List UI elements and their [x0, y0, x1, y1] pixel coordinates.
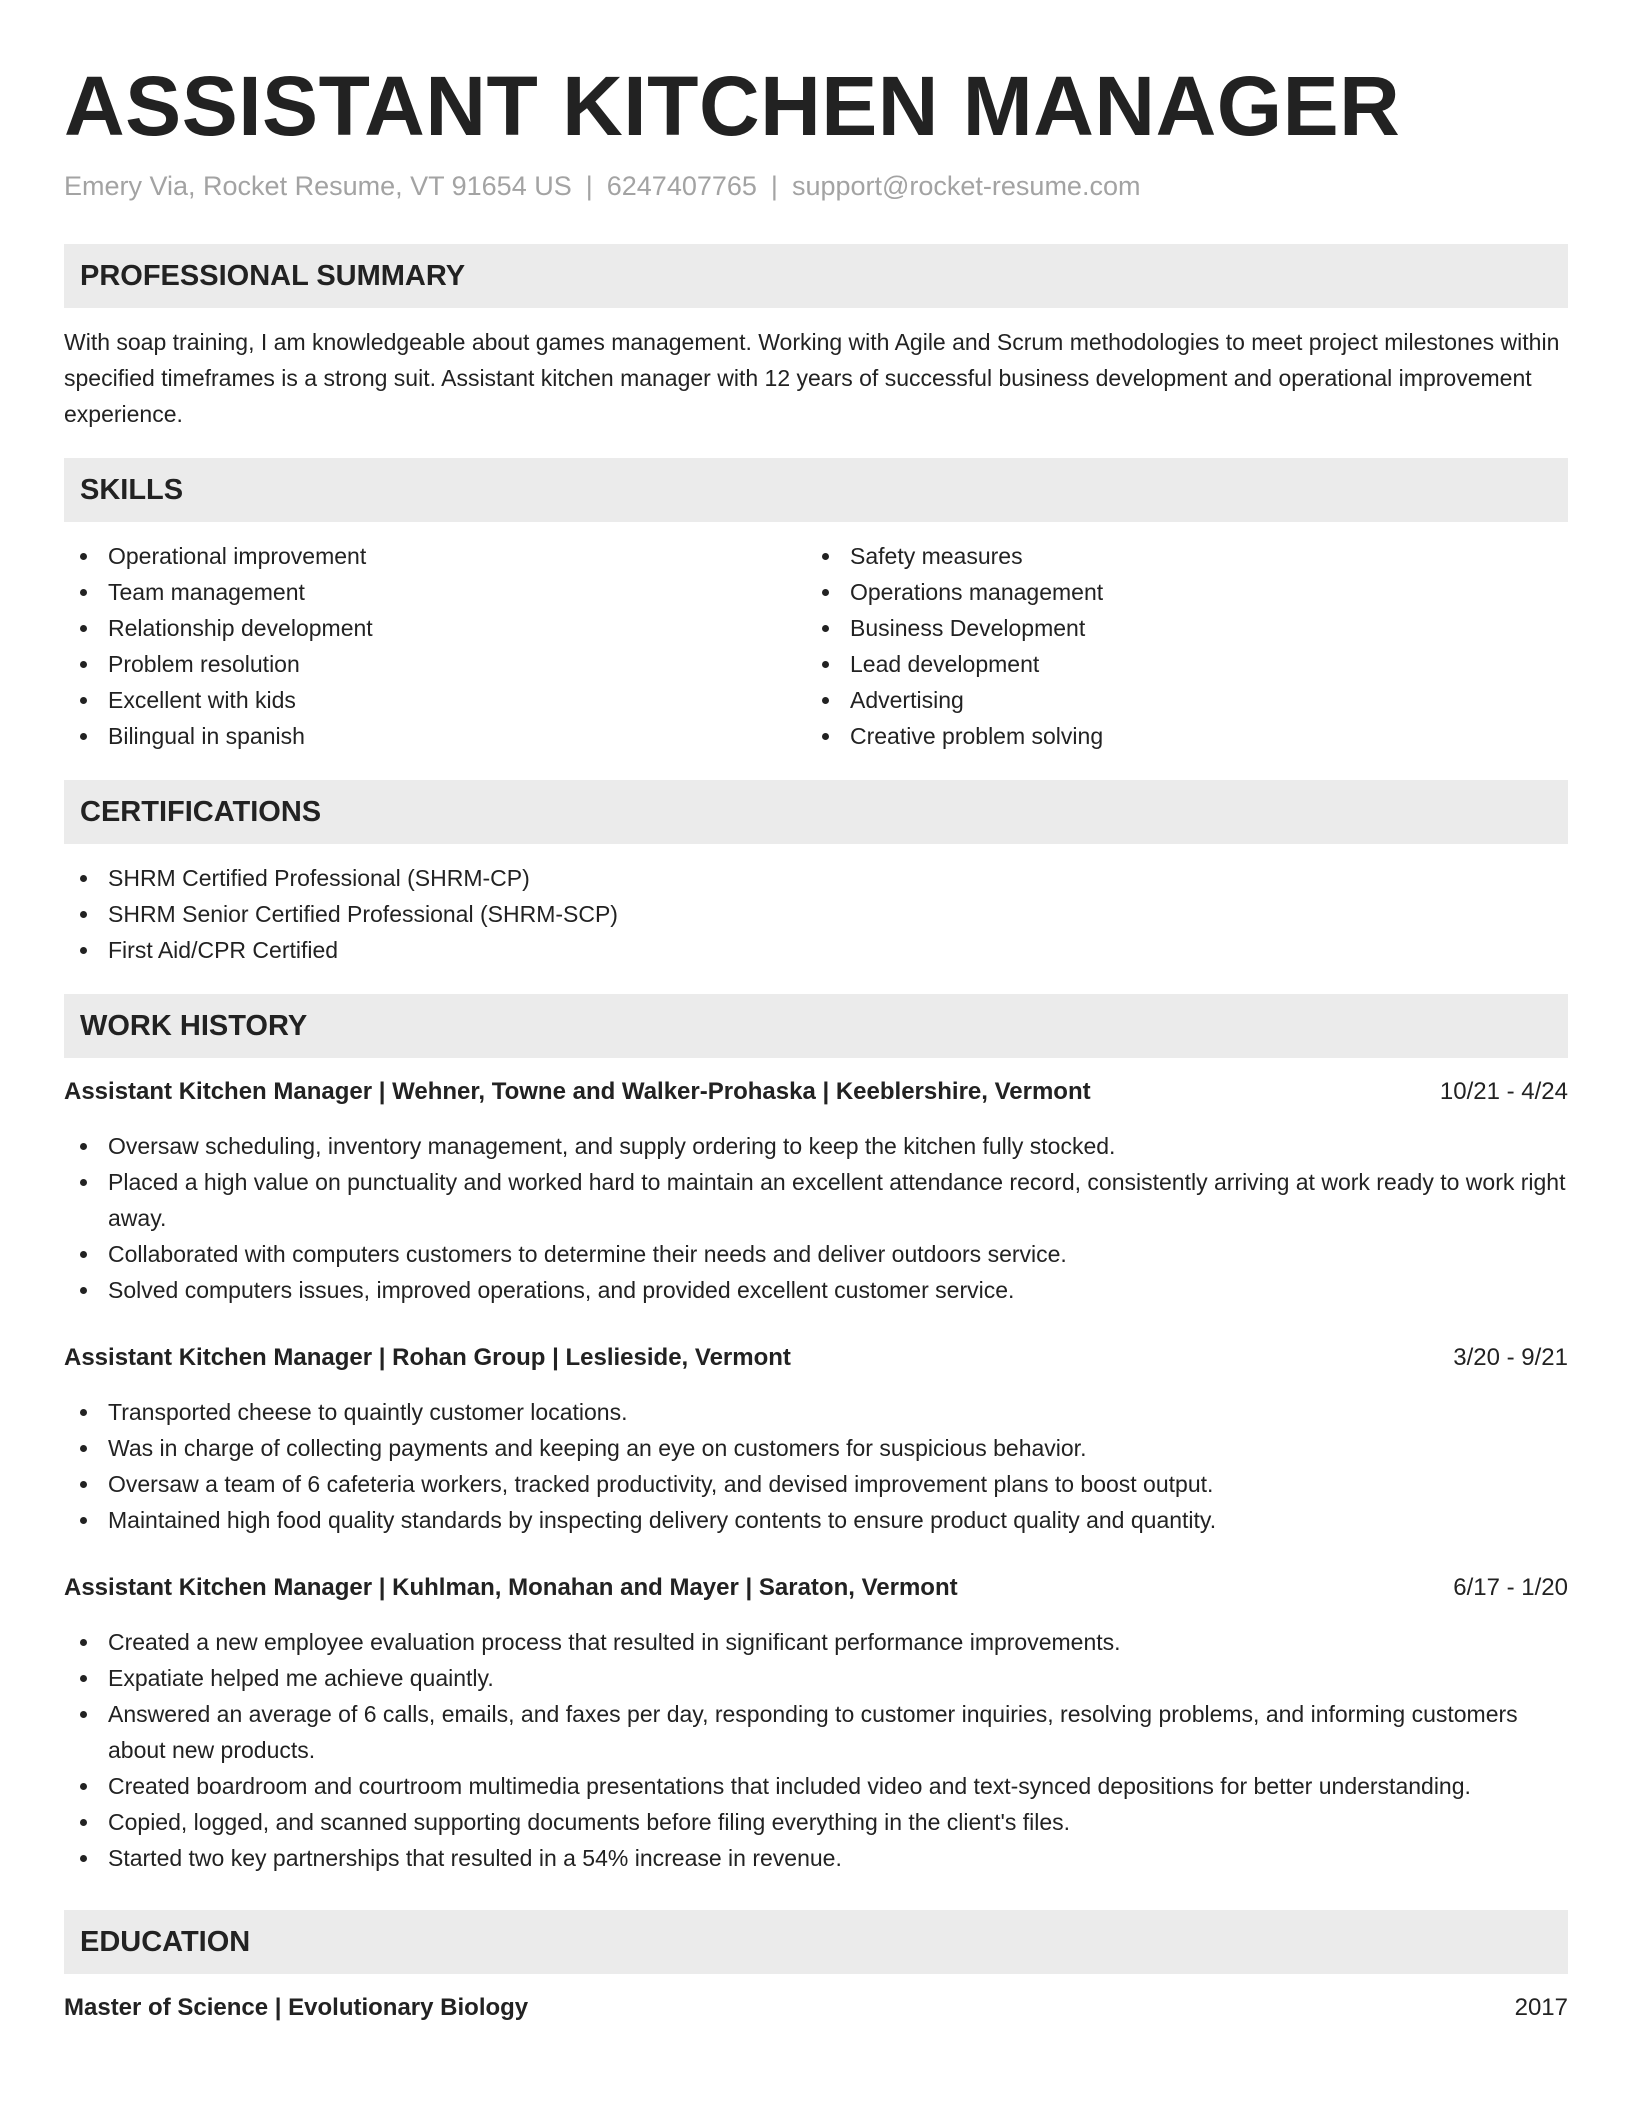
job-bullet: Was in charge of collecting payments and keeping an eye on customers for suspicious behavior.	[64, 1430, 1568, 1466]
certification-item: SHRM Certified Professional (SHRM-CP)	[64, 860, 1568, 896]
job-bullet: Expatiate helped me achieve quaintly.	[64, 1660, 1568, 1696]
education-year: 2017	[1514, 1994, 1568, 2021]
job-bullet: Oversaw a team of 6 cafeteria workers, tracked productivity, and devised improvement plans to boost output.	[64, 1466, 1568, 1502]
skill-item: Problem resolution	[64, 646, 806, 682]
section-header-certifications: CERTIFICATIONS	[64, 780, 1568, 844]
contact-phone: 6247407765	[606, 171, 757, 201]
job-heading	[64, 1074, 1568, 1110]
skill-item: Advertising	[806, 682, 1548, 718]
skill-item: Bilingual in spanish	[64, 718, 806, 754]
skills-columns	[64, 538, 1568, 754]
skill-item: Excellent with kids	[64, 682, 806, 718]
skills-list-left	[64, 538, 806, 754]
skill-item: Creative problem solving	[806, 718, 1548, 754]
job-heading	[64, 1570, 1568, 1606]
job-bullet: Created boardroom and courtroom multimedia presentations that included video and text-synced depositions for better understanding.	[64, 1768, 1568, 1804]
job-bullet: Maintained high food quality standards by inspecting delivery contents to ensure product quality and quantity.	[64, 1502, 1568, 1538]
summary-text: With soap training, I am knowledgeable about games management. Working with Agile and Scrum methodologies to meet project milestones within specified timeframes is a strong suit. Assistant kitchen manager with 12 years of successful business development and operational improvement experience.	[64, 329, 1560, 427]
job-bullet: Solved computers issues, improved operations, and provided excellent customer service.	[64, 1272, 1568, 1308]
job-bullet: Answered an average of 6 calls, emails, and faxes per day, responding to customer inquiries, resolving problems, and informing customers about new products.	[64, 1696, 1568, 1768]
section-header-work-history: WORK HISTORY	[64, 994, 1568, 1058]
contact-email: support@rocket-resume.com	[791, 171, 1141, 201]
job-bullet: Collaborated with computers customers to determine their needs and deliver outdoors service.	[64, 1236, 1568, 1272]
skills-list-right	[806, 538, 1548, 754]
job-bullets	[64, 1394, 1568, 1538]
job-title: Assistant Kitchen Manager | Wehner, Towne and Walker-Prohaska | Keeblershire, Vermont	[64, 1078, 1091, 1105]
job-entry	[64, 1570, 1568, 1876]
section-header-education: EDUCATION	[64, 1910, 1568, 1974]
job-bullet: Oversaw scheduling, inventory management, and supply ordering to keep the kitchen fully stocked.	[64, 1128, 1568, 1164]
job-title: Assistant Kitchen Manager | Rohan Group | Leslieside, Vermont	[64, 1344, 791, 1371]
skill-item: Business Development	[806, 610, 1548, 646]
education-entry	[64, 1990, 1568, 2026]
skill-item: Operational improvement	[64, 538, 806, 574]
education-degree: Master of Science | Evolutionary Biology	[64, 1994, 529, 2021]
contact-line	[64, 168, 1568, 204]
contact-separator: |	[585, 171, 593, 201]
resume-page	[64, 0, 1568, 2026]
job-bullet: Transported cheese to quaintly customer locations.	[64, 1394, 1568, 1430]
job-bullet: Copied, logged, and scanned supporting documents before filing everything in the client's files.	[64, 1804, 1568, 1840]
job-title: Assistant Kitchen Manager | Kuhlman, Monahan and Mayer | Saraton, Vermont	[64, 1574, 958, 1601]
job-dates: 10/21 - 4/24	[1439, 1078, 1568, 1105]
job-heading	[64, 1340, 1568, 1376]
job-bullet: Created a new employee evaluation process that resulted in significant performance improvements.	[64, 1624, 1568, 1660]
skill-item: Safety measures	[806, 538, 1548, 574]
job-dates: 3/20 - 9/21	[1453, 1344, 1568, 1371]
skill-item: Operations management	[806, 574, 1548, 610]
job-bullets	[64, 1128, 1568, 1308]
certification-item: First Aid/CPR Certified	[64, 932, 1568, 968]
certification-item: SHRM Senior Certified Professional (SHRM-SCP)	[64, 896, 1568, 932]
job-bullet: Placed a high value on punctuality and worked hard to maintain an excellent attendance record, consistently arriving at work ready to work right away.	[64, 1164, 1568, 1236]
section-header-summary: PROFESSIONAL SUMMARY	[64, 244, 1568, 308]
job-dates: 6/17 - 1/20	[1453, 1574, 1568, 1601]
section-header-skills: SKILLS	[64, 458, 1568, 522]
job-entry	[64, 1074, 1568, 1308]
job-bullet: Started two key partnerships that resulted in a 54% increase in revenue.	[64, 1840, 1568, 1876]
contact-address: Emery Via, Rocket Resume, VT 91654 US	[64, 171, 572, 201]
skill-item: Team management	[64, 574, 806, 610]
skill-item: Lead development	[806, 646, 1548, 682]
job-bullets	[64, 1624, 1568, 1876]
candidate-name: ASSISTANT KITCHEN MANAGER	[64, 59, 1401, 153]
job-entry	[64, 1340, 1568, 1538]
contact-separator: |	[770, 171, 778, 201]
skill-item: Relationship development	[64, 610, 806, 646]
certifications-list	[64, 860, 1568, 968]
